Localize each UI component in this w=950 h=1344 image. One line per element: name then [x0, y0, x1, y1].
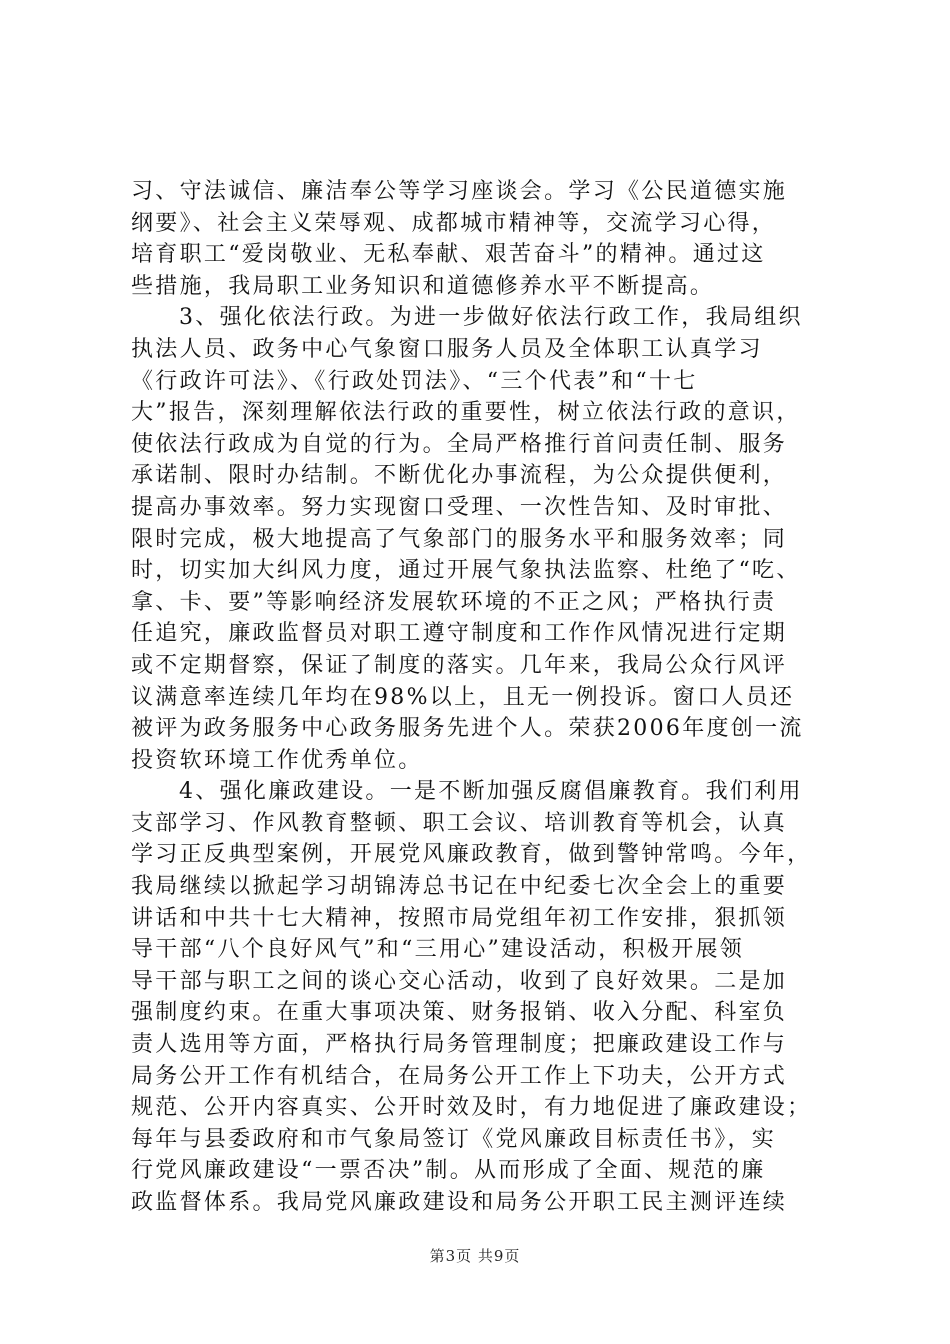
text-line: 行党风廉政建设“一票否决”制。从而形成了全面、规范的廉: [131, 1158, 766, 1184]
text-line: 大”报告，深刻理解依法行政的重要性，树立依法行政的意识，: [131, 400, 801, 426]
text-line: 执法人员、政务中心气象窗口服务人员及全体职工认真学习: [131, 336, 763, 362]
text-line: 我局继续以掀起学习胡锦涛总书记在中纪委七次全会上的重要: [131, 874, 788, 900]
text-line: 学习正反典型案例，开展党风廉政教育，做到警钟常鸣。今年，: [131, 842, 812, 868]
text-line: 责人选用等方面，严格执行局务管理制度；把廉政建设工作与: [131, 1032, 788, 1058]
text-line: 《行政许可法》、《行政处罚法》、“三个代表”和“十七: [131, 368, 698, 394]
paragraph-first-line: 3、强化依法行政。为进一步做好依法行政工作，我局组织: [179, 305, 803, 331]
text-line: 规范、公开内容真实、公开时效及时，有力地促进了廉政建设；: [131, 1095, 812, 1121]
text-line: 被评为政务服务中心政务服务先进个人。荣获2006年度创一流: [131, 716, 804, 742]
text-line: 局务公开工作有机结合，在局务公开工作上下功夫，公开方式: [131, 1063, 788, 1089]
text-line: 提高办事效率。努力实现窗口受理、一次性告知、及时审批、: [131, 494, 788, 520]
paragraph-first-line: 4、强化廉政建设。一是不断加强反腐倡廉教育。我们利用: [179, 779, 803, 805]
text-line: 或不定期督察，保证了制度的落实。几年来，我局公众行风评: [131, 652, 788, 678]
text-line: 限时完成，极大地提高了气象部门的服务水平和服务效率；同: [131, 526, 788, 552]
text-line: 纲要》、社会主义荣辱观、成都城市精神等，交流学习心得，: [131, 210, 777, 236]
text-line: 支部学习、作风教育整顿、职工会议、培训教育等机会，认真: [131, 810, 788, 836]
text-line: 习、守法诚信、廉洁奉公等学习座谈会。学习《公民道德实施: [131, 179, 788, 204]
text-line: 政监督体系。我局党风廉政建设和局务公开职工民主测评连续: [131, 1190, 788, 1215]
text-line: 导干部“八个良好风气”和“三用心”建设活动，积极开展领: [131, 937, 745, 963]
text-line: 拿、卡、要”等影响经济发展软环境的不正之风；严格执行责: [131, 589, 777, 615]
text-line: 使依法行政成为自觉的行为。全局严格推行首问责任制、服务: [131, 431, 788, 457]
text-line: 每年与县委政府和市气象局签订《党风廉政目标责任书》，实: [131, 1126, 777, 1152]
text-line: 导干部与职工之间的谈心交心活动，收到了良好效果。二是加: [131, 968, 788, 994]
body-text: [131, 176, 831, 1219]
text-line: 投资软环境工作优秀单位。: [131, 747, 423, 773]
text-line: 培育职工“爱岗敬业、无私奉献、艰苦奋斗”的精神。通过这: [131, 242, 766, 268]
text-line: 任追究，廉政监督员对职工遵守制度和工作作风情况进行定期: [131, 621, 788, 647]
text-line: 议满意率连续几年均在98%以上，且无一例投诉。窗口人员还: [131, 684, 795, 710]
text-line: 些措施，我局职工业务知识和道德修养水平不断提高。: [131, 273, 715, 299]
page-footer: 第3页 共9页: [429, 1247, 521, 1265]
text-line: 讲话和中共十七大精神，按照市局党组年初工作安排，狠抓领: [131, 905, 788, 931]
text-line: 强制度约束。在重大事项决策、财务报销、收入分配、科室负: [131, 1000, 788, 1026]
text-line: 承诺制、限时办结制。不断优化办事流程，为公众提供便利，: [131, 463, 788, 489]
text-line: 时，切实加大纠风力度，通过开展气象执法监察、杜绝了“吃、: [131, 558, 801, 584]
